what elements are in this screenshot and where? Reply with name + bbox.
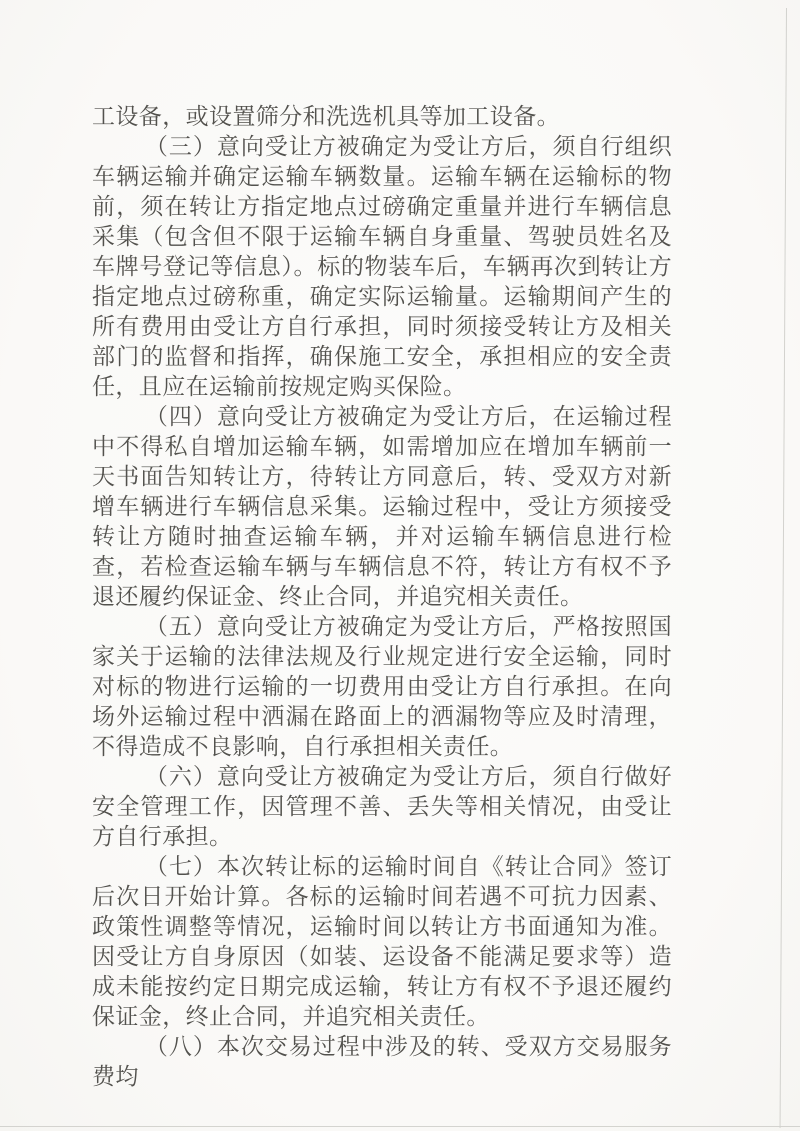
scan-page-edge-right	[780, 8, 787, 1128]
paragraph-continuation: 工设备，或设置筛分和洗选机具等加工设备。	[92, 104, 560, 129]
paragraph-clause-4: （四）意向受让方被确定为受让方后，在运输过程中不得私自增加运输车辆，如需增加应在增加车辆前一天书面告知转让方，待转让方同意后，转、受双方对新增车辆进行车辆信息采集。运输过程中，受让方须接受转让方随时抽查运输车辆，并对运输车辆信息进行检查，若检查运输车辆与车辆信息不符，转让方有权不予退还履约保证金、终止合同，并追究相关责任。	[92, 404, 672, 609]
scan-page-edge-bottom	[0, 1126, 800, 1127]
paragraph-clause-8: （八）本次交易过程中涉及的转、受双方交易服务费均	[92, 1034, 672, 1089]
paragraph-clause-5: （五）意向受让方被确定为受让方后，严格按照国家关于运输的法律法规及行业规定进行安全运输，同时对标的物进行运输的一切费用由受让方自行承担。在向场外运输过程中洒漏在路面上的洒漏物等应及时清理，不得造成不良影响，自行承担相关责任。	[92, 614, 672, 759]
paragraph-clause-3: （三）意向受让方被确定为受让方后，须自行组织车辆运输并确定运输车辆数量。运输车辆在运输标的物前，须在转让方指定地点过磅确定重量并进行车辆信息采集（包含但不限于运输车辆自身重量、驾驶员姓名及车牌号登记等信息）。标的物装车后，车辆再次到转让方指定地点过磅称重，确定实际运输量。运输期间产生的所有费用由受让方自行承担，同时须接受转让方及相关部门的监督和指挥，确保施工安全，承担相应的安全责任，且应在运输前按规定购买保险。	[92, 134, 672, 399]
paragraph-clause-7: （七）本次转让标的运输时间自《转让合同》签订后次日开始计算。各标的运输时间若遇不可抗力因素、政策性调整等情况，运输时间以转让方书面通知为准。因受让方自身原因（如装、运设备不能满足要求等）造成未能按约定日期完成运输，转让方有权不予退还履约保证金，终止合同，并追究相关责任。	[92, 854, 672, 1029]
document-body	[92, 102, 672, 1092]
paragraph-clause-6: （六）意向受让方被确定为受让方后，须自行做好安全管理工作，因管理不善、丢失等相关情况，由受让方自行承担。	[92, 764, 672, 849]
